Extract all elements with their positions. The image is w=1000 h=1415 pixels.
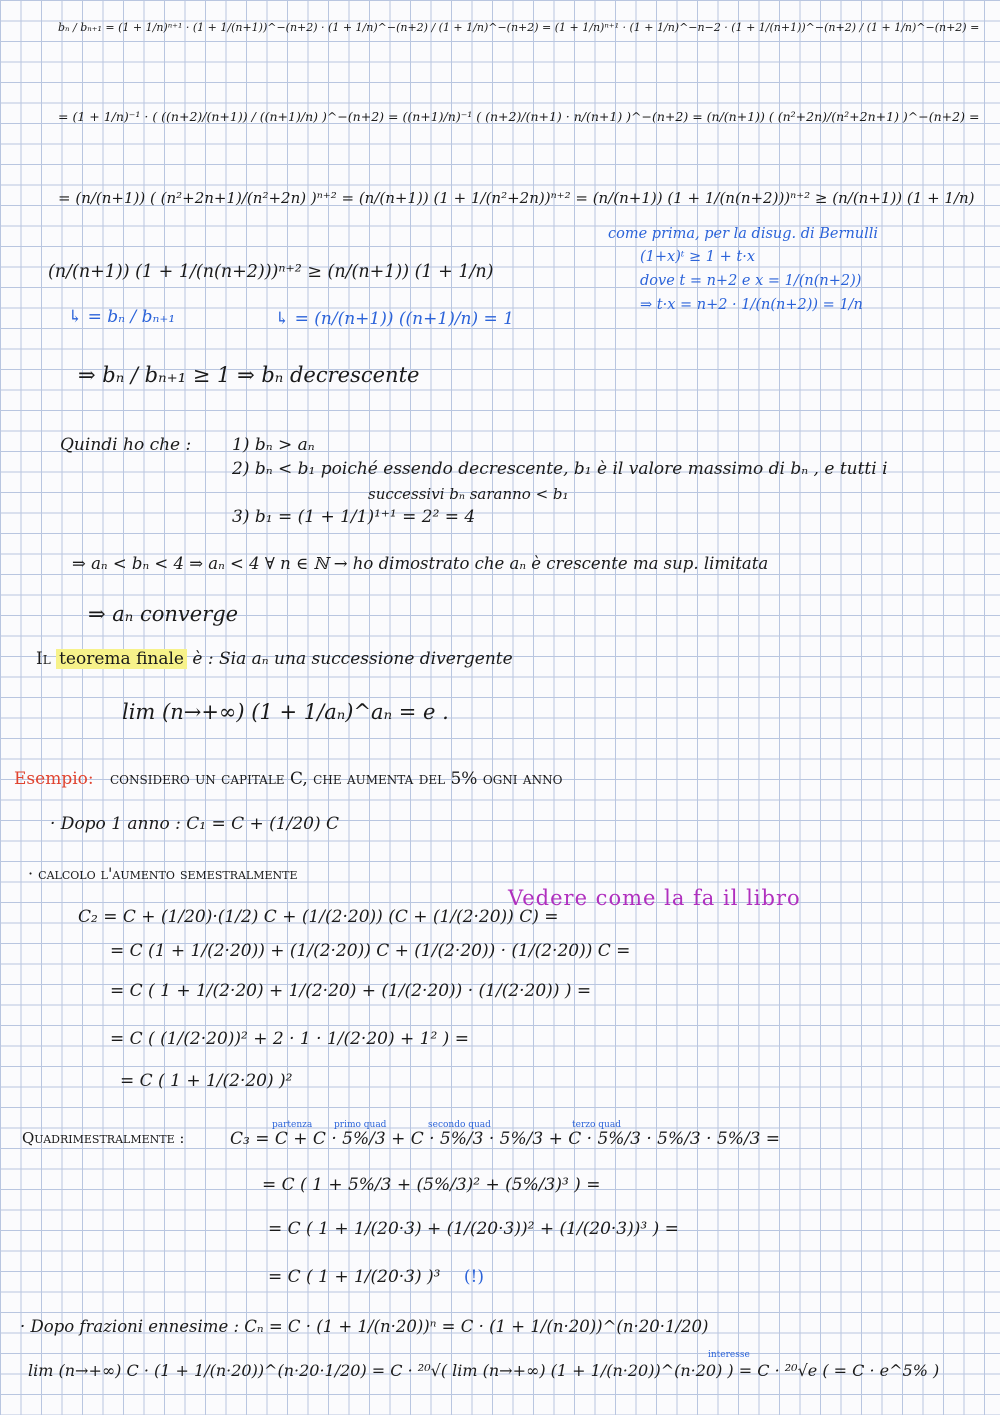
- semester-title: · calcolo l'aumento semestralmente: [28, 864, 298, 883]
- limit-line: lim (n→+∞) C · (1 + 1/(n·20))^(n·20·1/20) = C · ²⁰√( lim (n→+∞) (1 + 1/(n·20))^(n·20) ) = C · ²⁰√e ( = C · e^5% ): [28, 1361, 940, 1380]
- semester-step-5: = C ( 1 + 1/(2·20) )²: [120, 1071, 293, 1091]
- see-book-note: Vedere come la fa il libro: [508, 886, 801, 910]
- derivation-line-1: bₙ / bₙ₊₁ = (1 + 1/n)ⁿ⁺¹ · (1 + 1/(n+1))^−(n+2) · (1 + 1/n)^−(n+2) / (1 + 1/n)^−(n+2) = (1 + 1/n)ⁿ⁺¹ · (1 + 1/n)^−n−2 · (1 + 1/(n+1))^−(n+2) / (1 + 1/n)^−(n+2) =: [58, 21, 980, 34]
- quadrimestral-result: = C ( 1 + 1/(20·3) )³: [268, 1267, 441, 1287]
- bernoulli-note: come prima, per la disug. di Bernulli: [608, 226, 879, 242]
- inequality-left-note: ↳ = bₙ / bₙ₊₁: [68, 307, 176, 327]
- quindi-item-3: 3) b₁ = (1 + 1/1)¹⁺¹ = 2² = 4: [232, 507, 476, 527]
- annotation-secondo-quad: secondo quad: [428, 1120, 491, 1130]
- inequality-right-note: ↳ = (n/(n+1)) ((n+1)/n) = 1: [275, 309, 514, 329]
- important-note: (!): [463, 1267, 484, 1287]
- nth-fractions-line: · Dopo frazioni ennesime : Cₙ = C · (1 + 1/(n·20))ⁿ = C · (1 + 1/(n·20))^(n·20·1/20): [20, 1317, 709, 1336]
- quadrimestral-step-3: = C ( 1 + 1/(20·3) + (1/(20·3))² + (1/(20·3))³ ) =: [268, 1219, 679, 1239]
- semester-step-4: = C ( (1/(2·20))² + 2 · 1 · 1/(2·20) + 1² ) =: [110, 1029, 469, 1049]
- bernoulli-definitions: dove t = n+2 e x = 1/(n(n+2)): [640, 273, 862, 289]
- quadrimestral-label: Quadrimestralmente :: [22, 1129, 185, 1147]
- inequality: (n/(n+1)) (1 + 1/(n(n+2)))ⁿ⁺² ≥ (n/(n+1)) (1 + 1/n): [48, 262, 494, 282]
- quindi-item-2: 2) bₙ < b₁ poiché essendo decrescente, b₁ è il valore massimo di bₙ , e tutti i: [232, 459, 888, 479]
- derivation-line-3: = (n/(n+1)) ( (n²+2n+1)/(n²+2n) )ⁿ⁺² = (n/(n+1)) (1 + 1/(n²+2n))ⁿ⁺² = (n/(n+1)) (1 + 1/(n(n+2)))ⁿ⁺² ≥ (n/(n+1)) (1 + 1/n): [58, 189, 975, 207]
- quadrimestral-step-2: = C ( 1 + 5%/3 + (5%/3)² + (5%/3)³ ) =: [262, 1175, 601, 1195]
- semester-step-2: = C (1 + 1/(2·20)) + (1/(2·20)) C + (1/(2·20)) · (1/(2·20)) C =: [110, 941, 631, 961]
- theorem-formula: lim (n→+∞) (1 + 1/aₙ)^aₙ = e .: [122, 700, 449, 724]
- quindi-item-2-cont: successivi bₙ saranno < b₁: [368, 485, 569, 503]
- semester-step-1: C₂ = C + (1/20)·(1/2) C + (1/(2·20)) (C + (1/(2·20)) C) =: [78, 907, 559, 927]
- quadrimestral-step-4: [268, 1268, 484, 1288]
- theorem-suffix: è : Sia aₙ una successione divergente: [192, 649, 513, 669]
- bernoulli-product: ⇒ t·x = n+2 · 1/(n(n+2)) = 1/n: [640, 297, 863, 313]
- bernoulli-inequality: (1+x)ᵗ ≥ 1 + t·x: [640, 249, 756, 265]
- annotation-terzo-quad: terzo quad: [572, 1120, 621, 1130]
- converge-conclusion: ⇒ aₙ converge: [88, 602, 239, 626]
- annotation-primo-quad: primo quad: [334, 1120, 387, 1130]
- theorem-prefix: Il: [36, 649, 51, 669]
- example-label: Esempio:: [14, 769, 94, 789]
- quindi-item-1: 1) bₙ > aₙ: [232, 435, 315, 455]
- bounded-conclusion: ⇒ aₙ < bₙ < 4 ⇒ aₙ < 4 ∀ n ∈ ℕ → ho dimostrato che aₙ è crescente ma sup. limitata: [72, 554, 769, 573]
- quadrimestral-step-1: C₃ = C + C · 5%/3 + C · 5%/3 · 5%/3 + C · 5%/3 · 5%/3 · 5%/3 =: [230, 1129, 781, 1149]
- derivation-line-2: = (1 + 1/n)⁻¹ · ( ((n+2)/(n+1)) / ((n+1)/n) )^−(n+2) = ((n+1)/n)⁻¹ ( (n+2)/(n+1) · n/(n+1) )^−(n+2) = (n/(n+1)) ( (n²+2n)/(n²+2n+1) )^−(n+2) =: [58, 109, 980, 124]
- after-one-year: · Dopo 1 anno : C₁ = C + (1/20) C: [50, 814, 339, 834]
- quindi-label: Quindi ho che :: [60, 435, 192, 455]
- theorem-highlight: teorema finale: [56, 649, 187, 669]
- semester-step-3: = C ( 1 + 1/(2·20) + 1/(2·20) + (1/(2·20)) · (1/(2·20)) ) =: [110, 981, 592, 1001]
- example-intro: considero un capitale C, che aumenta del 5% ogni anno: [110, 769, 563, 789]
- interest-annotation: interesse: [708, 1350, 750, 1360]
- annotation-partenza: partenza: [272, 1120, 313, 1130]
- decreasing-conclusion: ⇒ bₙ / bₙ₊₁ ≥ 1 ⇒ bₙ decrescente: [78, 363, 420, 387]
- theorem-statement: [36, 650, 513, 670]
